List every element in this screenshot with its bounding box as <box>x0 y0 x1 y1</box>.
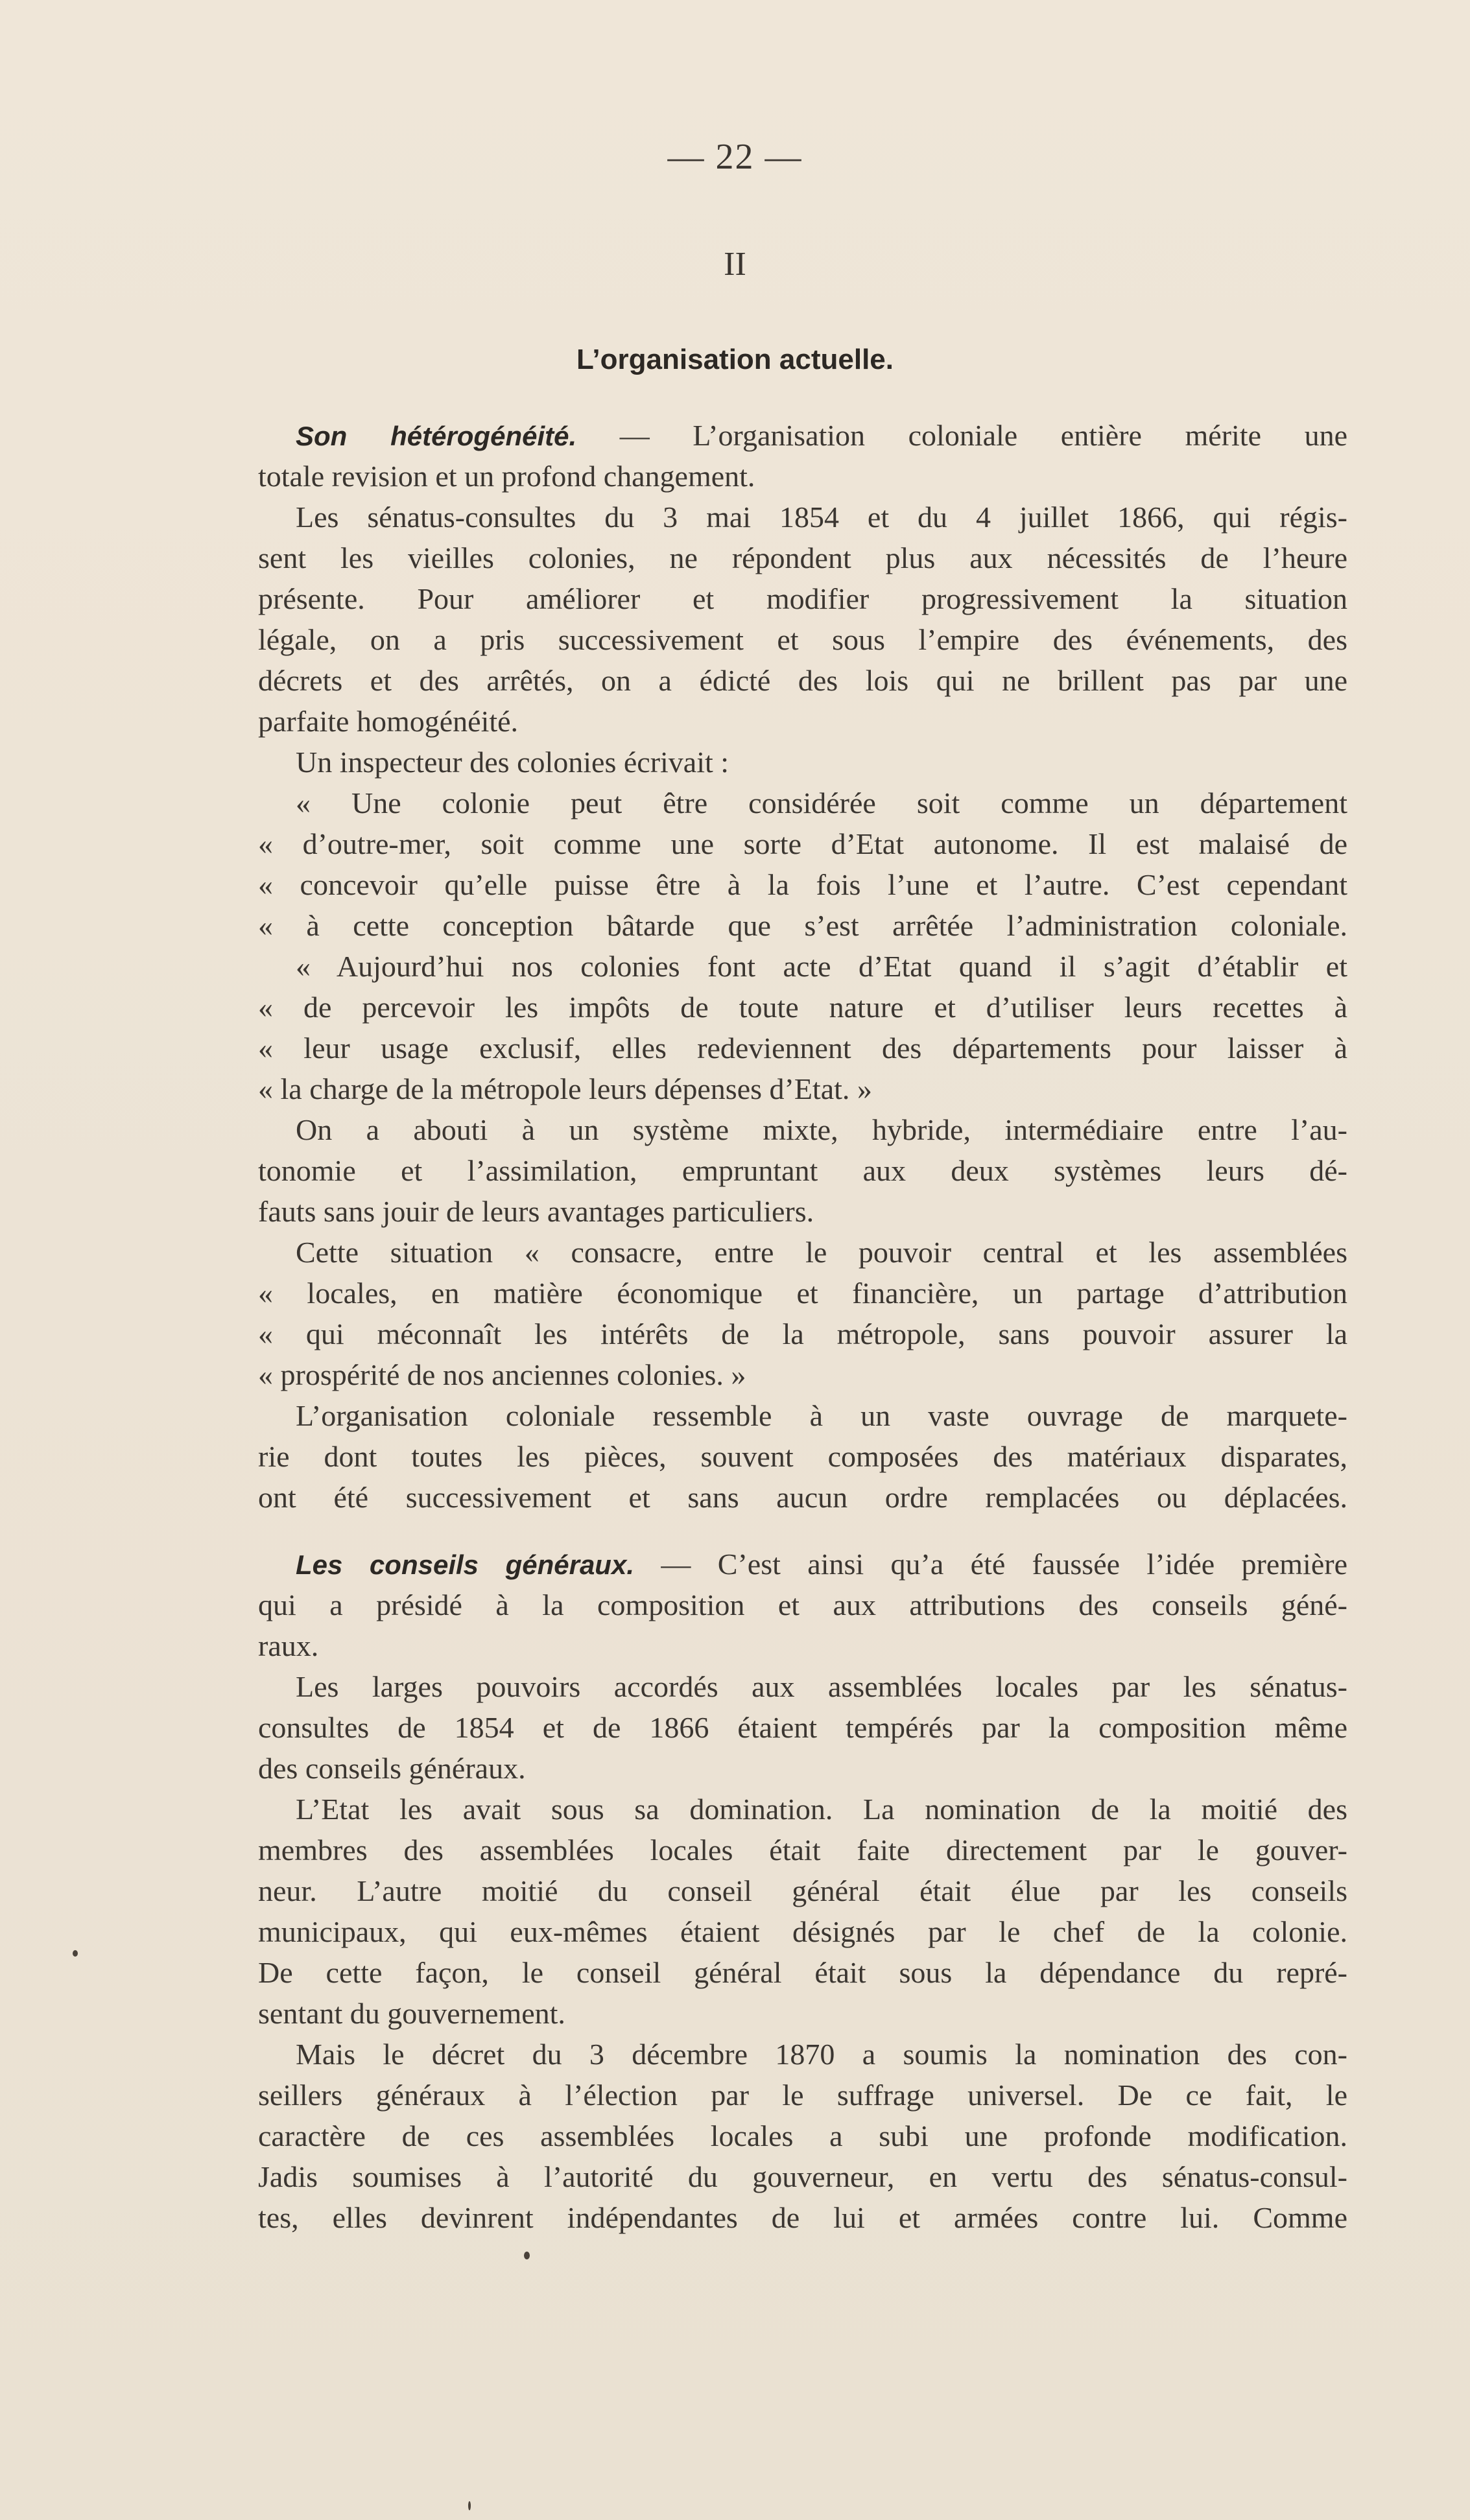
paragraph-line: sentant du gouvernement. <box>258 1997 565 2030</box>
paragraph-line: « locales, en matière économique et financière, un partage d’attribution <box>258 1277 1347 1310</box>
paragraph-line: membres des assemblées locales était faite directement par le gouver- <box>258 1833 1347 1866</box>
paragraph-line: présente. Pour améliorer et modifier progressivement la situation <box>258 582 1347 615</box>
paper-speck <box>524 2252 530 2259</box>
paragraph-line: Un inspecteur des colonies écrivait : <box>296 746 729 779</box>
paragraph-line: municipaux, qui eux-mêmes étaient désignés par le chef de la colonie. <box>258 1915 1347 1948</box>
paragraph-line: décrets et des arrêtés, on a édicté des lois qui ne brillent pas par une <box>258 664 1347 697</box>
quote-line: « à cette conception bâtarde que s’est arrêtée l’administration coloniale. <box>258 909 1347 942</box>
paragraph-line: On a abouti à un système mixte, hybride, intermédiaire entre l’au- <box>296 1113 1347 1146</box>
paragraph-line: des conseils généraux. <box>258 1752 526 1785</box>
paragraph-line: qui a présidé à la composition et aux attributions des conseils géné- <box>258 1588 1347 1621</box>
paragraph-line: ont été successivement et sans aucun ordre remplacées ou déplacées. <box>258 1481 1347 1514</box>
paragraph-line: « qui méconnaît les intérêts de la métropole, sans pouvoir assurer la <box>258 1317 1347 1350</box>
paragraph-line: tonomie et l’assimilation, empruntant aux deux systèmes leurs dé- <box>258 1154 1347 1187</box>
body-text <box>258 415 1347 2238</box>
runin-heading: Son hétérogénéité. <box>296 421 577 451</box>
paragraph-line: consultes de 1854 et de 1866 étaient tempérés par la composition même <box>258 1711 1347 1744</box>
quote-line: « Aujourd’hui nos colonies font acte d’Etat quand il s’agit d’établir et <box>296 950 1347 983</box>
section-numeral: II <box>724 246 746 283</box>
section-title: L’organisation actuelle. <box>576 344 894 375</box>
quote-line: « Une colonie peut être considérée soit comme un département <box>296 786 1347 819</box>
paragraph-line: « prospérité de nos anciennes colonies. » <box>258 1358 746 1391</box>
section-gap <box>258 1518 1347 1544</box>
paper-speck <box>468 2501 471 2510</box>
paragraph-line: Les conseils généraux. — C’est ainsi qu’a été faussée l’idée première <box>296 1548 1347 1581</box>
paragraph-line: Les larges pouvoirs accordés aux assemblées locales par les sénatus- <box>296 1670 1347 1703</box>
paragraph-line: parfaite homogénéité. <box>258 705 519 738</box>
paragraph-line: caractère de ces assemblées locales a subi une profonde modification. <box>258 2119 1347 2152</box>
paragraph-line: L’organisation coloniale ressemble à un vaste ouvrage de marquete- <box>296 1399 1347 1432</box>
quote-line: « leur usage exclusif, elles redeviennent des départements pour laisser à <box>258 1031 1347 1065</box>
paper-speck <box>73 1950 78 1957</box>
paragraph-line: Son hétérogénéité. — L’organisation coloniale entière mérite une <box>296 419 1347 452</box>
paragraph-line: Cette situation « consacre, entre le pouvoir central et les assemblées <box>296 1236 1347 1269</box>
paragraph-line: légale, on a pris successivement et sous l’empire des événements, des <box>258 623 1347 656</box>
paragraph-line: L’Etat les avait sous sa domination. La nomination de la moitié des <box>296 1793 1347 1826</box>
quote-line: « concevoir qu’elle puisse être à la fois l’une et l’autre. C’est cependant <box>258 868 1347 901</box>
paragraph-line: fauts sans jouir de leurs avantages particuliers. <box>258 1195 814 1228</box>
paragraph-line: De cette façon, le conseil général était sous la dépendance du repré- <box>258 1956 1347 1989</box>
paragraph-line: Jadis soumises à l’autorité du gouverneur, en vertu des sénatus-consul- <box>258 2160 1347 2193</box>
quote-line: « la charge de la métropole leurs dépenses d’Etat. » <box>258 1072 872 1105</box>
paragraph-line: seillers généraux à l’élection par le suffrage universel. De ce fait, le <box>258 2078 1347 2112</box>
quote-line: « d’outre-mer, soit comme une sorte d’Etat autonome. Il est malaisé de <box>258 827 1347 860</box>
paragraph-line: Les sénatus-consultes du 3 mai 1854 et du 4 juillet 1866, qui régis- <box>296 500 1347 534</box>
paragraph-line: sent les vieilles colonies, ne répondent plus aux nécessités de l’heure <box>258 541 1347 574</box>
paragraph-line: neur. L’autre moitié du conseil général était élue par les conseils <box>258 1874 1347 1907</box>
page-number: — 22 — <box>667 137 803 177</box>
paragraph-line: raux. <box>258 1629 319 1662</box>
runin-heading: Les conseils généraux. <box>296 1549 634 1580</box>
paragraph-line: rie dont toutes les pièces, souvent composées des matériaux disparates, <box>258 1440 1347 1473</box>
paragraph-line: totale revision et un profond changement. <box>258 460 755 493</box>
quote-line: « de percevoir les impôts de toute nature et d’utiliser leurs recettes à <box>258 991 1347 1024</box>
paragraph-line: tes, elles devinrent indépendantes de lui et armées contre lui. Comme <box>258 2201 1347 2234</box>
paragraph-line: Mais le décret du 3 décembre 1870 a soumis la nomination des con- <box>296 2038 1347 2071</box>
